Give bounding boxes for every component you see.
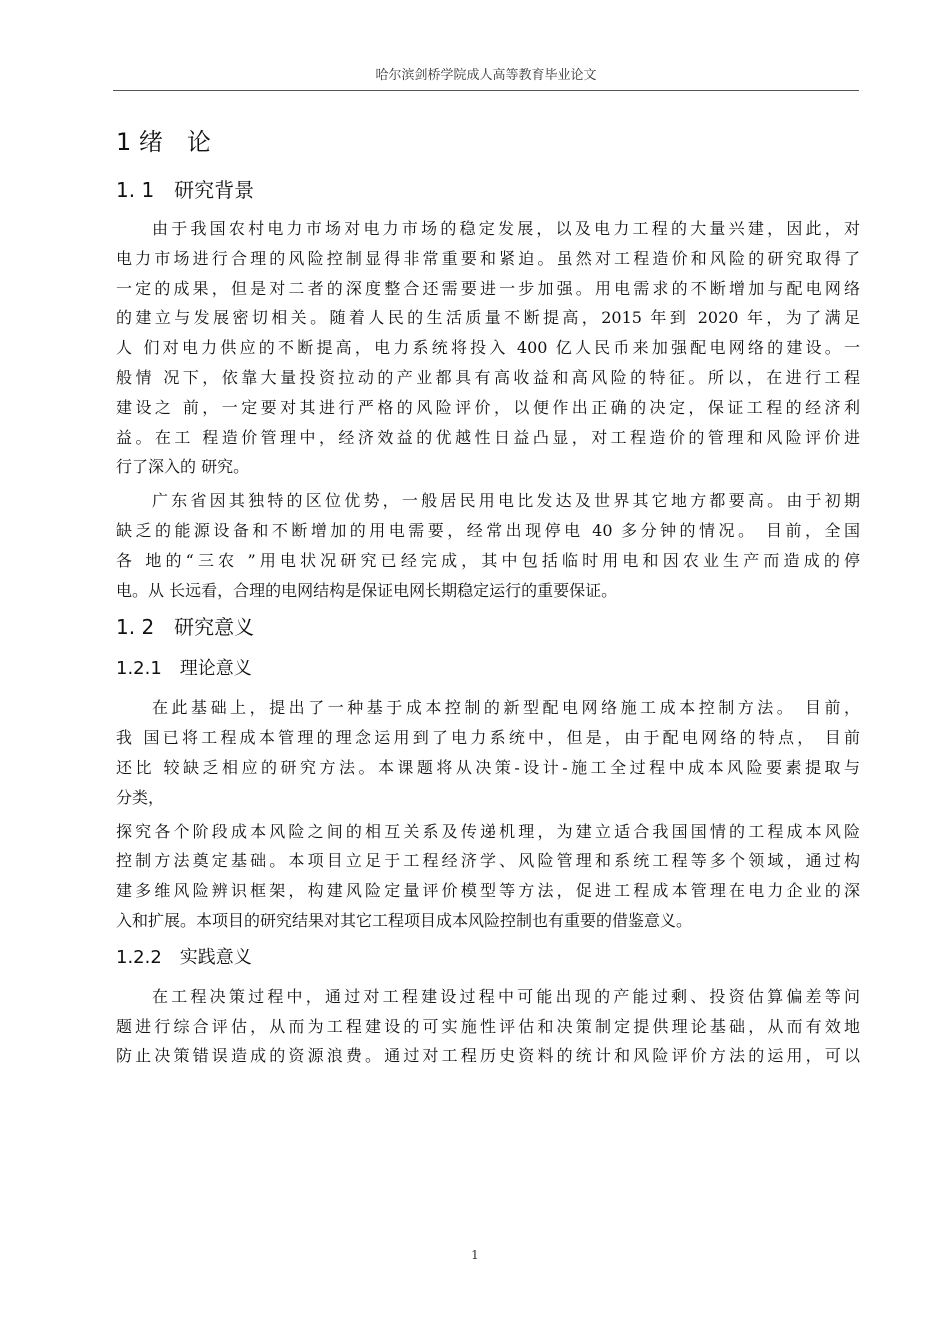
- text-line: 在此基础上，提出了一种基于成本控制的新型配电网络施工成本控制方法。 目前，: [152, 698, 860, 718]
- chapter-title: 1 绪 论: [116, 128, 211, 156]
- text-line: 控制方法奠定基础。本项目立足于工程经济学、风险管理和系统工程等多个领域，通过构: [116, 851, 860, 871]
- text-line: 分类，: [116, 787, 165, 807]
- subsection-heading-theory: 1.2.1 理论意义: [116, 658, 252, 680]
- text-line: 建多维风险辨识框架，构建风险定量评价模型等方法，促进工程成本管理在电力企业的深: [116, 881, 860, 901]
- text-line: 人 们对电力供应的不断提高，电力系统将投入 400 亿人民币来加强配电网络的建设。一: [116, 338, 860, 358]
- text-line: 益。在工 程造价管理中，经济效益的优越性日益凸显，对工程造价的管理和风险评价进: [116, 427, 860, 447]
- paragraph: [116, 817, 860, 936]
- text-line: 电力市场进行合理的风险控制显得非常重要和紧迫。虽然对工程造价和风险的研究取得了: [116, 248, 860, 268]
- text-line: 还比 较缺乏相应的研究方法。本课题将从决策-设计-施工全过程中成本风险要素提取与: [116, 757, 860, 777]
- subsection-heading-practice: 1.2.2 实践意义: [116, 946, 252, 968]
- text-line: 各 地的“三农 ”用电状况研究已经完成，其中包括临时用电和因农业生产而造成的停: [116, 550, 860, 570]
- paragraph: [116, 982, 860, 1071]
- paragraph: [116, 214, 860, 482]
- text-line: 在工程决策过程中，通过对工程建设过程中可能出现的产能过剩、投资估算偏差等问: [152, 986, 860, 1006]
- text-line: 入和扩展。本项目的研究结果对其它工程项目成本风险控制也有重要的借鉴意义。: [116, 910, 693, 930]
- section-heading-background: 1. 1 研究背景: [116, 178, 255, 202]
- text-line: 我 国已将工程成本管理的理念运用到了电力系统中，但是，由于配电网络的特点， 目前: [116, 728, 860, 748]
- text-line: 防止决策错误造成的资源浪费。通过对工程历史资料的统计和风险评价方法的运用，可以: [116, 1046, 860, 1066]
- text-line: 广东省因其独特的区位优势，一般居民用电比发达及世界其它地方都要高。由于初期: [152, 491, 860, 511]
- text-line: 的建立与发展密切相关。随着人民的生活质量不断提高，2015 年到 2020 年，为了满足: [116, 308, 860, 328]
- text-line: 探究各个阶段成本风险之间的相互关系及传递机理，为建立适合我国国情的工程成本风险: [116, 821, 860, 841]
- paragraph: [116, 693, 860, 812]
- text-line: 般情 况下，依靠大量投资拉动的产业都具有高收益和高风险的特征。所以，在进行工程: [116, 367, 860, 387]
- section-heading-significance: 1. 2 研究意义: [116, 615, 255, 640]
- text-line: 电。从 长远看，合理的电网结构是保证电网长期稳定运行的重要保证。: [116, 580, 618, 600]
- text-line: 题进行综合评估，从而为工程建设的可实施性评估和决策制定提供理论基础，从而有效地: [116, 1016, 860, 1036]
- text-line: 行了深入的 研究。: [116, 457, 250, 477]
- text-line: 由于我国农村电力市场对电力市场的稳定发展，以及电力工程的大量兴建，因此，对: [152, 219, 860, 238]
- page-header: 哈尔滨剑桥学院成人高等教育毕业论文: [113, 64, 859, 91]
- paragraph: [116, 486, 860, 605]
- document-body: [116, 124, 860, 1075]
- text-line: 缺乏的能源设备和不断增加的用电需要，经常出现停电 40 多分钟的情况。 目前，全国: [116, 520, 860, 540]
- text-line: 建设之 前，一定要对其进行严格的风险评价，以便作出正确的决定，保证工程的经济利: [116, 397, 860, 417]
- text-line: 一定的成果，但是对二者的深度整合还需要进一步加强。用电需求的不断增加与配电网络: [116, 278, 860, 298]
- page-number: 1: [471, 1248, 479, 1262]
